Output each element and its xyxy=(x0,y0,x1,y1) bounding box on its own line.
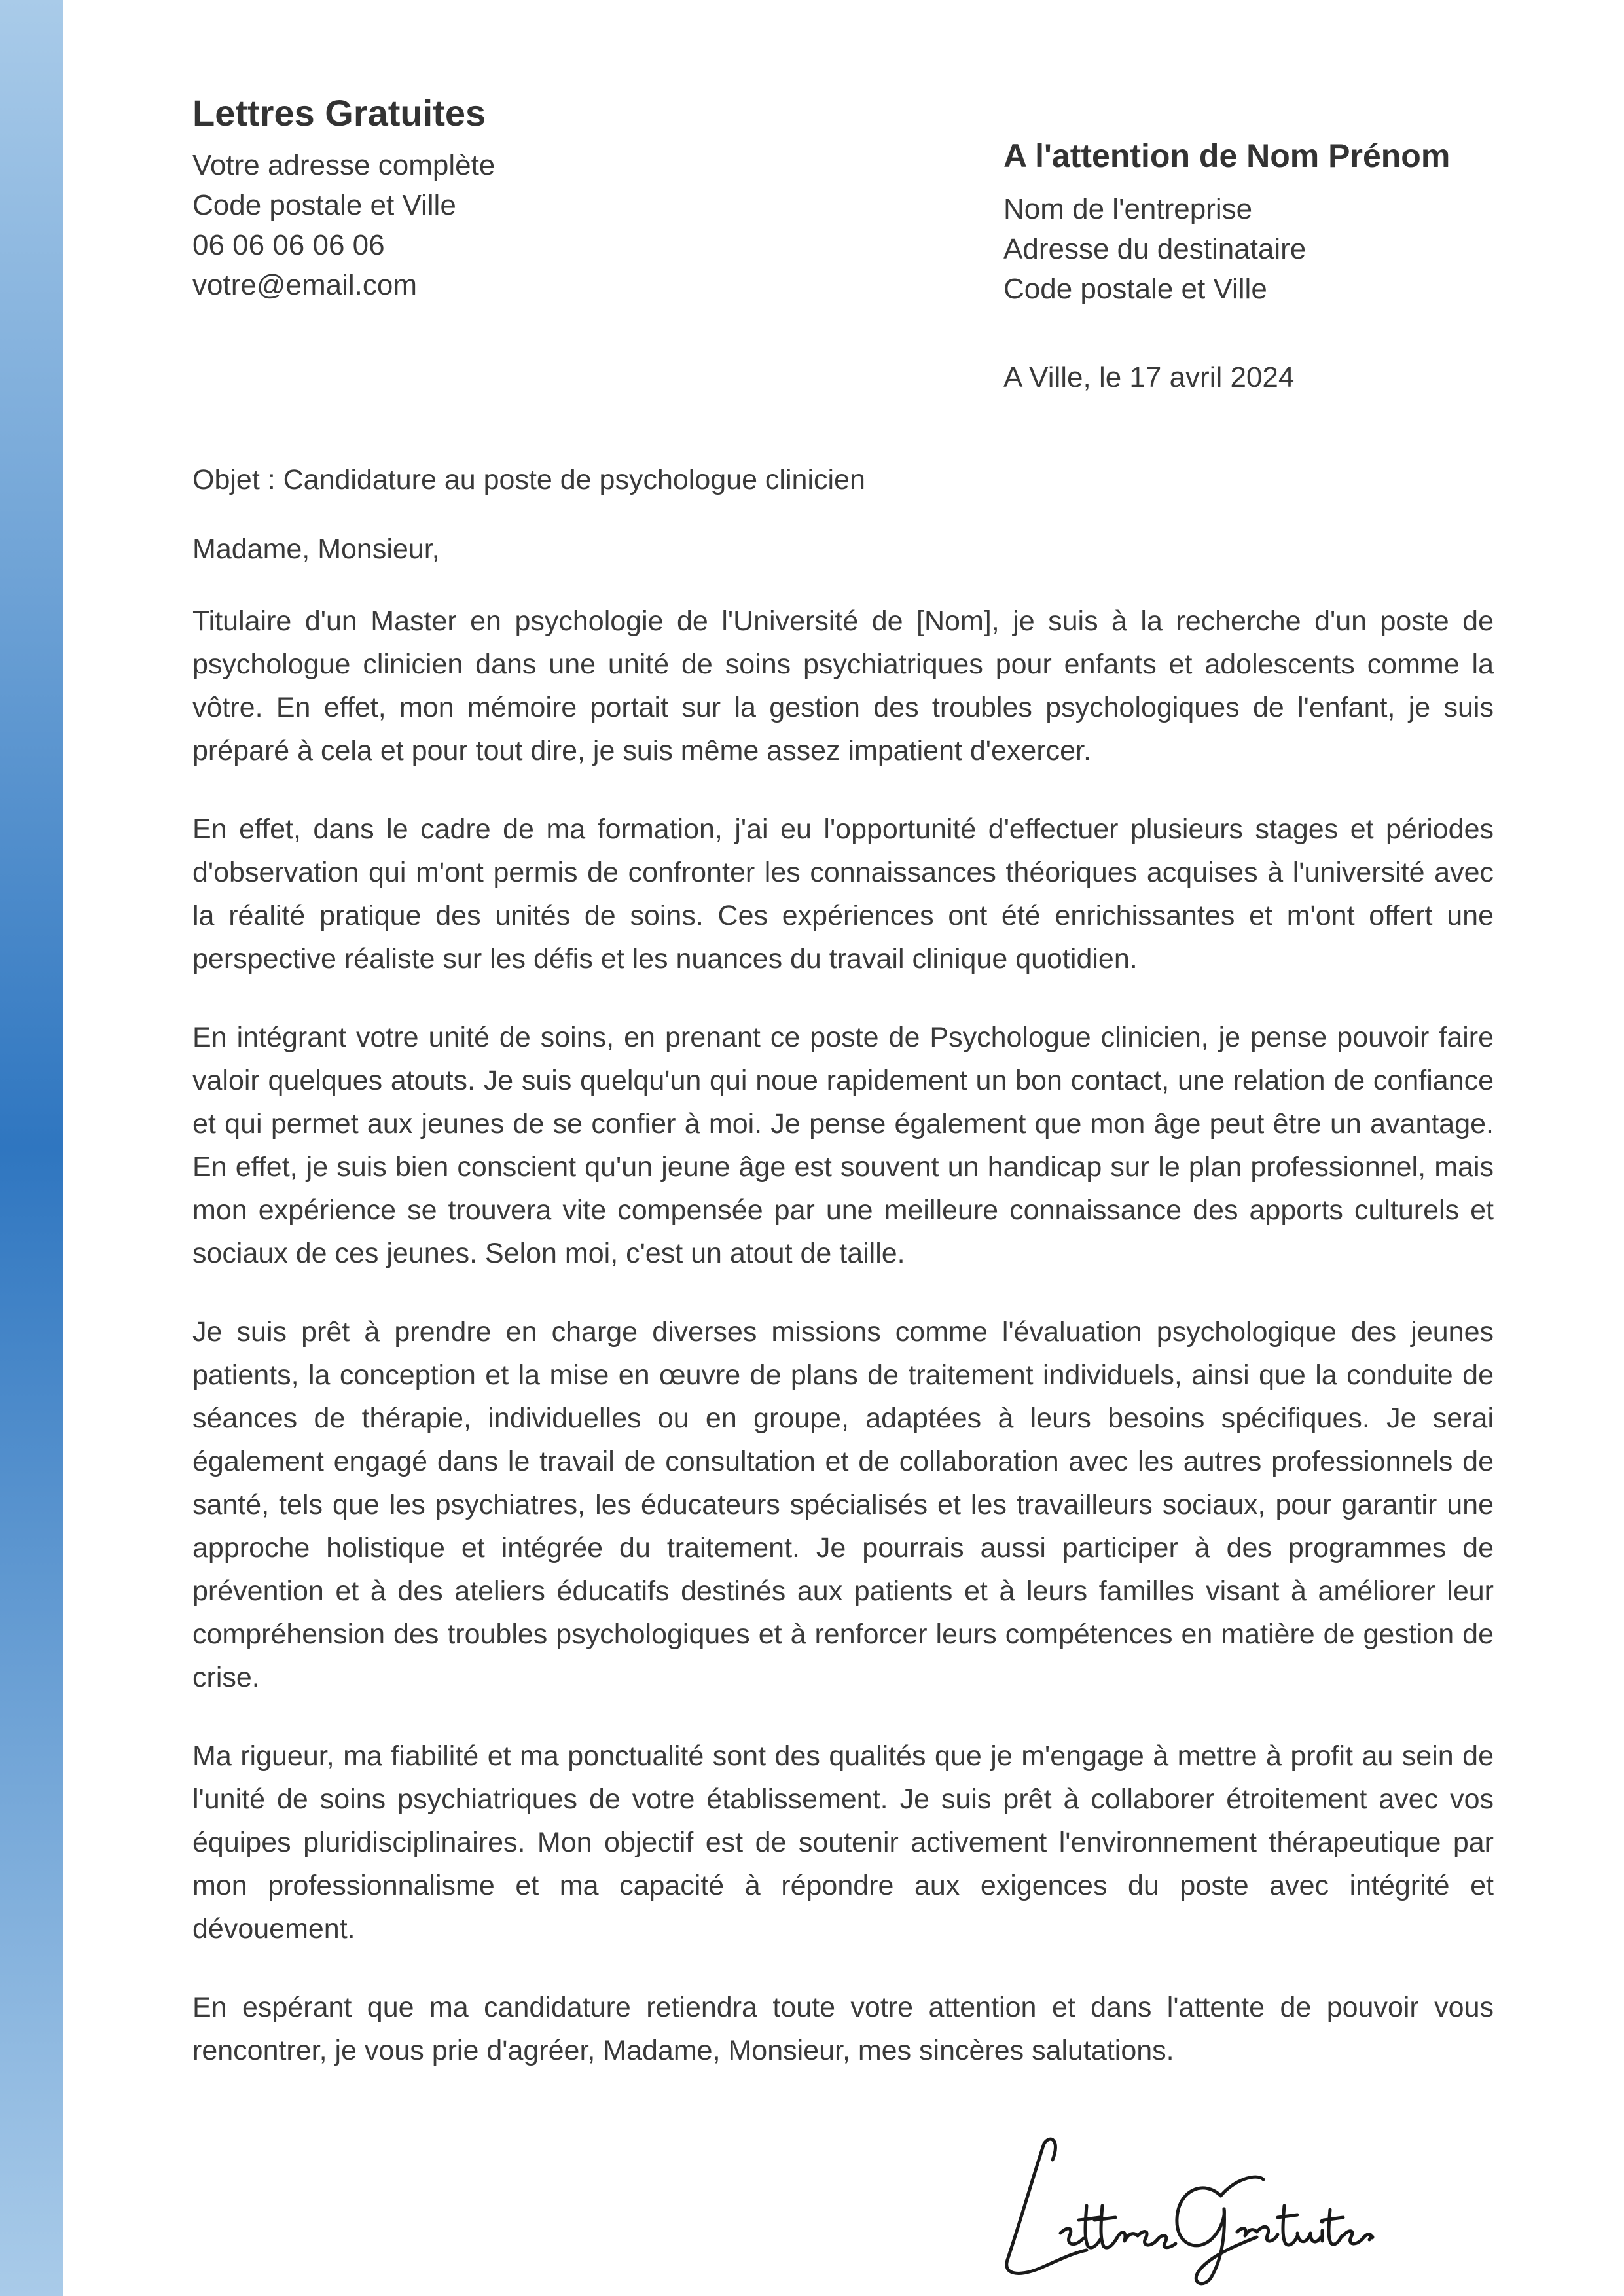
recipient-city: Code postale et Ville xyxy=(1003,273,1267,305)
sender-address: Votre adresse complète xyxy=(192,149,496,181)
recipient-address: Adresse du destinataire xyxy=(1003,233,1307,265)
paragraph-6: En espérant que ma candidature retiendra toute votre attention et dans l'attente de pouvoir vous rencontrer, je vous prie d'agréer, Madame, Monsieur, mes sincères salutations. xyxy=(192,1992,1494,2066)
paragraph-4: Je suis prêt à prendre en charge diverses missions comme l'évaluation psychologique des jeunes patients, la conception et la mise en œuvre de plans de traitement individuels, ainsi que la conduite de séances de thérapie, individuelles ou en groupe, adaptées à leurs besoins spécifiques. Je serai également engagé dans le travail de consultation et de collaboration avec les autres professionnels de santé, tels que les psychiatres, les éducateurs spécialisés et les travailleurs sociaux, pour garantir une approche holistique et intégrée du traitement. Je pourrais aussi participer à des programmes de prévention et à des ateliers éducatifs destinés aux patients et à leurs familles visant à améliorer leur compréhension des troubles psychologiques et à renforcer leurs compétences en matière de gestion de crise. xyxy=(192,1316,1494,1693)
sender-city: Code postale et Ville xyxy=(192,189,456,221)
recipient-attention: A l'attention de Nom Prénom xyxy=(1003,137,1451,174)
sender-name: Lettres Gratuites xyxy=(192,92,486,134)
letter-date: A Ville, le 17 avril 2024 xyxy=(1003,361,1295,393)
paragraph-2: En effet, dans le cadre de ma formation, j'ai eu l'opportunité d'effectuer plusieurs stages et périodes d'observation qui m'ont permis de confronter les connaissances théoriques acquises à l'université avec la réalité pratique des unités de soins. Ces expériences ont été enrichissantes et m'ont offert une perspective réaliste sur les défis et les nuances du travail clinique quotidien. xyxy=(192,814,1494,975)
letter-subject: Objet : Candidature au poste de psychologue clinicien xyxy=(192,464,865,495)
paragraph-3: En intégrant votre unité de soins, en prenant ce poste de Psychologue clinicien, je pense pouvoir faire valoir quelques atouts. Je suis quelqu'un qui noue rapidement un bon contact, une relation de confiance et qui permet aux jeunes de se confier à moi. Je pense également que mon âge peut être un avantage. En effet, je suis bien conscient qu'un jeune âge est souvent un handicap sur le plan professionnel, mais mon expérience se trouvera vite compensée par une meilleure connaissance des apports culturels et sociaux de ces jeunes. Selon moi, c'est un atout de taille. xyxy=(192,1022,1494,1269)
paragraph-1: Titulaire d'un Master en psychologie de l'Université de [Nom], je suis à la recherche d'un poste de psychologue clinicien dans une unité de soins psychiatriques pour enfants et adolescents comme la vôtre. En effet, mon mémoire portait sur la gestion des troubles psychologiques de l'enfant, je suis préparé à cela et pour tout dire, je suis même assez impatient d'exercer. xyxy=(192,605,1494,766)
sender-phone: 06 06 06 06 06 xyxy=(192,229,385,261)
sender-email: votre@email.com xyxy=(192,269,417,301)
handwritten-signature xyxy=(982,2081,1375,2291)
sender-block xyxy=(192,90,782,305)
letter-salutation: Madame, Monsieur, xyxy=(192,533,440,565)
paragraph-5: Ma rigueur, ma fiabilité et ma ponctualité sont des qualités que je m'engage à mettre à profit au sein de l'unité de soins psychiatriques de votre établissement. Je suis prêt à collaborer étroitement avec vos équipes pluridisciplinaires. Mon objectif est de soutenir activement l'environnement thérapeutique par mon professionnalisme et ma capacité à répondre aux exigences du poste avec intégrité et dévouement. xyxy=(192,1740,1494,1945)
letter-body xyxy=(192,458,1494,2072)
recipient-company: Nom de l'entreprise xyxy=(1003,193,1253,225)
decorative-side-band xyxy=(0,0,63,2296)
recipient-block xyxy=(1003,134,1593,309)
